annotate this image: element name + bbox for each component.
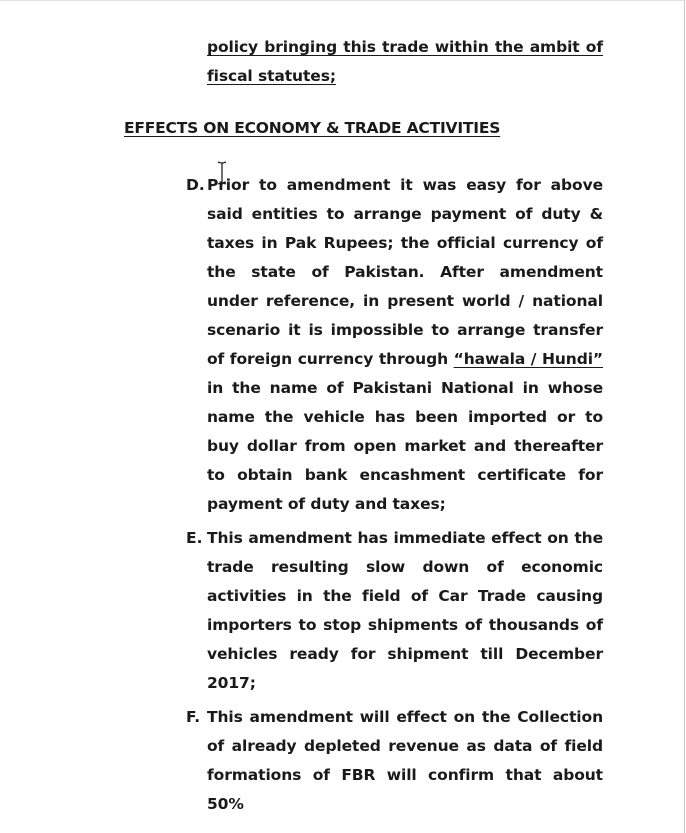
hawala-hundi-underlined: “hawala / Hundi” bbox=[453, 350, 603, 368]
list-item-f-text: This amendment will effect on the Collection of already depleted revenue as data of field formations of FBR will confirm that about 50% bbox=[207, 708, 603, 813]
text-cursor-icon bbox=[216, 161, 228, 185]
list-item-e-text: This amendment has immediate effect on the trade resulting slow down of economic activities in the field of Car Trade causing importers to stop shipments of thousands of vehicles ready for shipment till December 2017; bbox=[207, 529, 603, 692]
list-item-d bbox=[186, 171, 603, 519]
list-item-f bbox=[186, 703, 603, 819]
continuation-paragraph: policy bringing this trade within the ambit of fiscal statutes; bbox=[207, 38, 603, 85]
list-item-d-text-part1: Prior to amendment it was easy for above said entities to arrange payment of duty & taxes in Pak Rupees; the official currency of the state of Pakistan. After amendment under reference, in present world / national scenario it is impossible to arrange transfer of foreign currency through bbox=[207, 176, 603, 368]
list-marker-e: E. bbox=[186, 529, 203, 547]
list-item-d-text bbox=[207, 171, 603, 519]
list-marker-d: D. bbox=[186, 176, 205, 194]
list-item-d-text-part2: in the name of Pakistani National in whose name the vehicle has been imported or to buy dollar from open market and thereafter to obtain bank encashment certificate for payment of duty and taxes; bbox=[207, 379, 603, 513]
section-heading: EFFECTS ON ECONOMY & TRADE ACTIVITIES bbox=[124, 119, 501, 137]
list-marker-f: F. bbox=[186, 708, 201, 726]
list-item-e bbox=[186, 524, 603, 698]
